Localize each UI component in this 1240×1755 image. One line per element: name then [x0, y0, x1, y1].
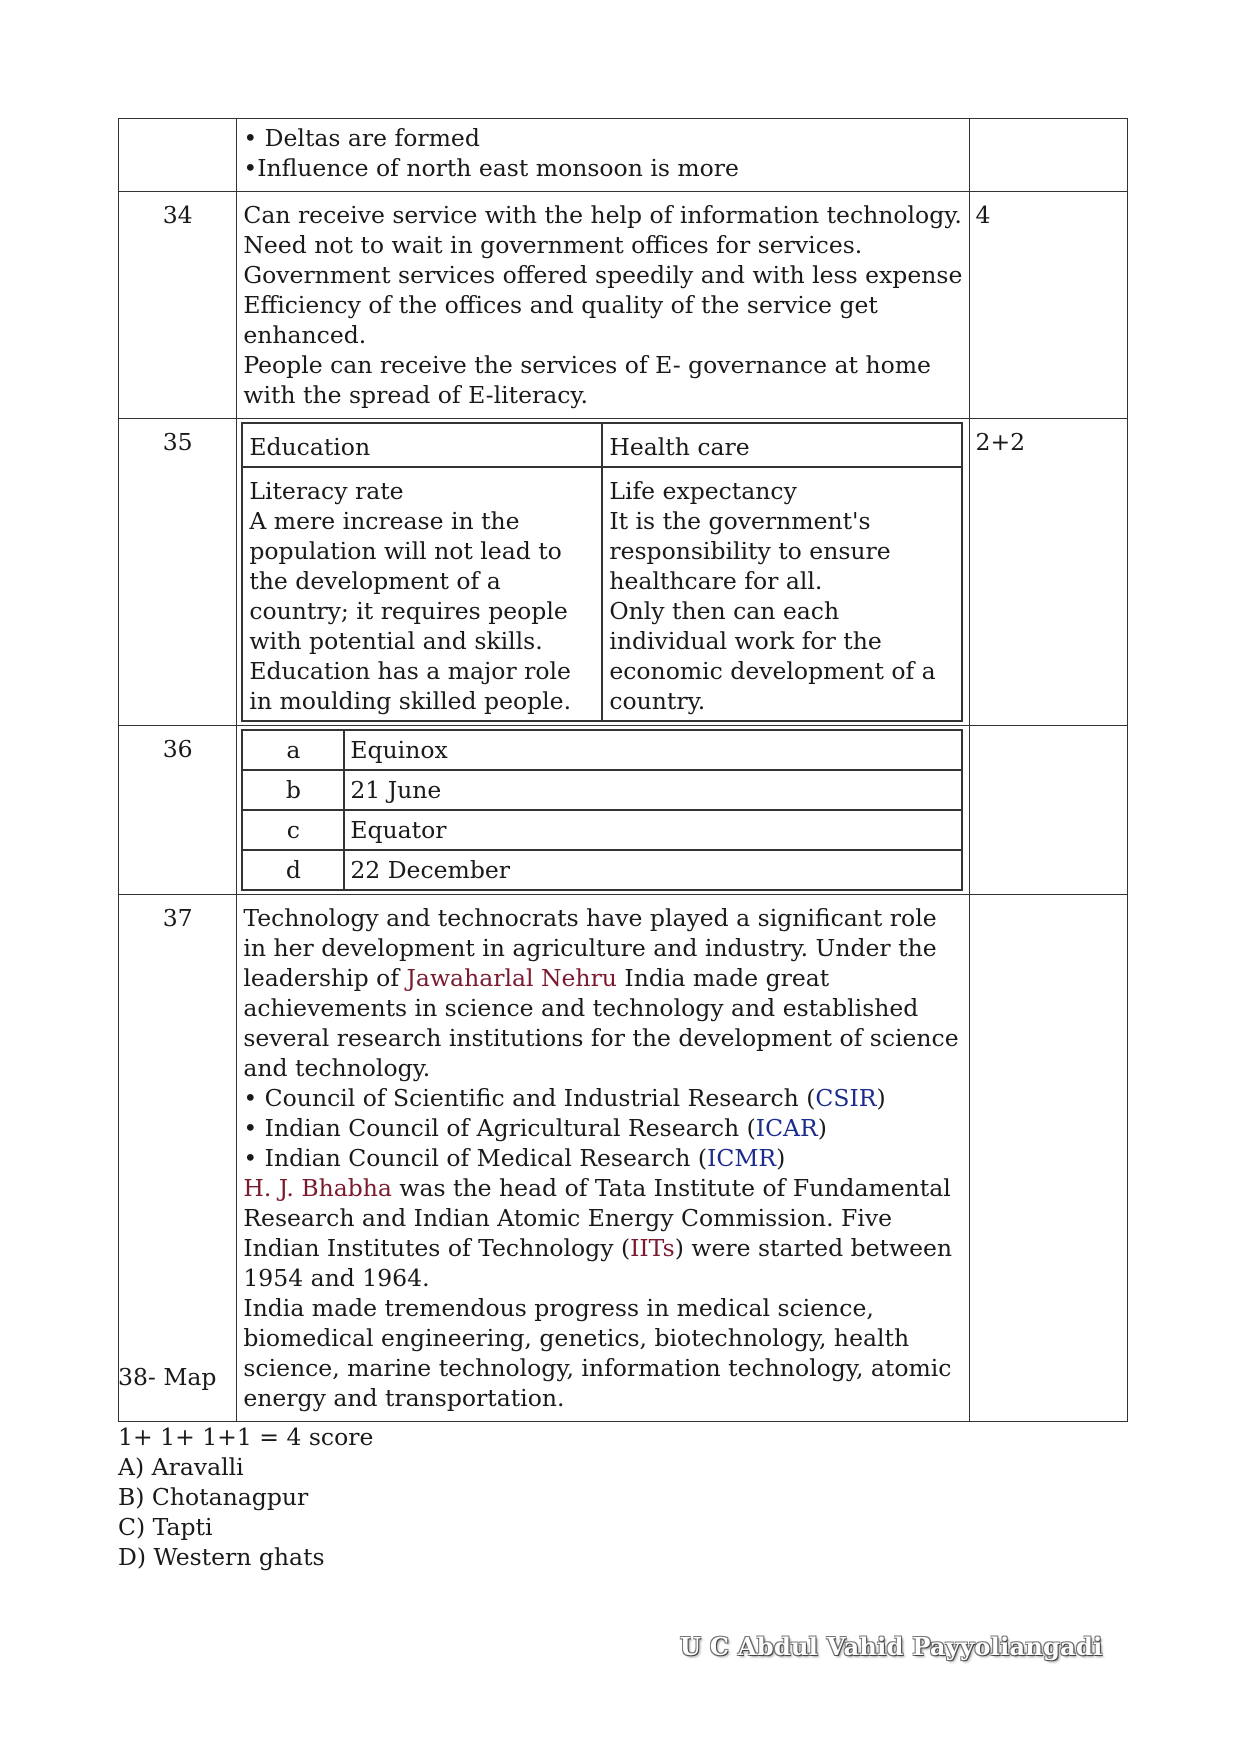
- bullet-item: [243, 1113, 962, 1143]
- answer-line: Need not to wait in government offices for services.: [243, 231, 863, 259]
- match-row: [242, 770, 962, 810]
- paragraph: India made tremendous progress in medical science, biomedical engineering, genetics, biotechnology, health science, marine technology, information technology, atomic energy and transportation.: [243, 1294, 952, 1412]
- score-cell: [969, 895, 1127, 1422]
- score-value: 4: [969, 192, 1127, 419]
- match-letter: b: [242, 770, 344, 810]
- score-cell: [969, 726, 1127, 895]
- health-text: Only then can each individual work for the economic development of a country.: [609, 597, 936, 715]
- answer-line: •Influence of north east monsoon is more: [243, 154, 739, 182]
- map-answer: C) Tapti: [118, 1513, 213, 1541]
- match-row: [242, 850, 962, 890]
- paragraph: [243, 903, 962, 1083]
- column-header-health: Health care: [602, 423, 962, 467]
- match-letter: d: [242, 850, 344, 890]
- match-letter: c: [242, 810, 344, 850]
- map-heading: 38- Map: [118, 1363, 217, 1391]
- answer-line: • Deltas are formed: [243, 124, 480, 152]
- answer-line: People can receive the services of E- governance at home with the spread of E-literacy.: [243, 351, 931, 409]
- score-cell: [969, 119, 1127, 192]
- bullet-item: [243, 1143, 962, 1173]
- question-number: 36: [119, 726, 237, 895]
- score-value: 2+2: [969, 419, 1127, 726]
- abbreviation: ICMR: [707, 1144, 777, 1172]
- answer-cell: [237, 895, 969, 1422]
- text: Technology and technocrats have played a significant role in her development in agriculture and industry. Under the leadership of: [243, 904, 937, 992]
- text: was the head of Tata Institute of Fundamental Research and Indian Atomic Energy Commission. Five Indian Institutes of Technology (: [243, 1174, 951, 1262]
- text: ) were started between 1954 and 1964.: [243, 1234, 953, 1292]
- question-number-cell: [119, 119, 237, 192]
- text: • Indian Council of Medical Research (: [243, 1144, 708, 1172]
- answer-cell: [237, 419, 969, 726]
- match-answer: 21 June: [344, 770, 962, 810]
- health-title: Life expectancy: [609, 477, 797, 505]
- match-answer: 22 December: [344, 850, 962, 890]
- match-answer: Equator: [344, 810, 962, 850]
- match-letter: a: [242, 730, 344, 770]
- table-row: [119, 726, 1128, 895]
- text: India made great achievements in science and technology and established several research institutions for the development of science and technology.: [243, 964, 959, 1082]
- question-number: 34: [119, 192, 237, 419]
- table-row: [119, 419, 1128, 726]
- abbreviation: IITs: [630, 1234, 675, 1262]
- map-answer: B) Chotanagpur: [118, 1483, 309, 1511]
- match-answer: Equinox: [344, 730, 962, 770]
- table-row: [119, 192, 1128, 419]
- text: ): [776, 1144, 786, 1172]
- education-health-table: [241, 422, 963, 722]
- text: ): [876, 1084, 886, 1112]
- abbreviation: CSIR: [815, 1084, 877, 1112]
- answer-table: [118, 118, 1128, 1422]
- answer-cell: [237, 192, 969, 419]
- table-row: [119, 119, 1128, 192]
- education-title: Literacy rate: [249, 477, 404, 505]
- match-table: [241, 729, 963, 891]
- education-cell: [242, 467, 602, 721]
- text: • Council of Scientific and Industrial Research (: [243, 1084, 816, 1112]
- column-header-education: Education: [242, 423, 602, 467]
- map-score: 1+ 1+ 1+1 = 4 score: [118, 1423, 374, 1451]
- author-watermark: U C Abdul Vahid Payyoliangadi: [680, 1632, 1103, 1661]
- text: ): [817, 1114, 827, 1142]
- text: • Indian Council of Agricultural Research (: [243, 1114, 756, 1142]
- answer-line: Government services offered speedily and with less expense: [243, 261, 963, 289]
- question-number: 35: [119, 419, 237, 726]
- map-answer: A) Aravalli: [118, 1453, 244, 1481]
- education-text: A mere increase in the population will not lead to the development of a country; it requires people with potential and skills. Education has a major role in moulding skilled people.: [249, 507, 572, 715]
- health-text: It is the government's responsibility to ensure healthcare for all.: [609, 507, 891, 595]
- question-number: 37: [119, 895, 237, 1422]
- table-row: [119, 895, 1128, 1422]
- answer-cell: [237, 726, 969, 895]
- answer-line: Efficiency of the offices and quality of the service get enhanced.: [243, 291, 878, 349]
- match-row: [242, 730, 962, 770]
- answer-cell: [237, 119, 969, 192]
- health-cell: [602, 467, 962, 721]
- match-row: [242, 810, 962, 850]
- person-name: H. J. Bhabha: [243, 1174, 392, 1202]
- paragraph: [243, 1173, 962, 1293]
- person-name: Jawaharlal Nehru: [406, 964, 617, 992]
- bullet-item: [243, 1083, 962, 1113]
- map-answer: D) Western ghats: [118, 1543, 325, 1571]
- answer-line: Can receive service with the help of information technology.: [243, 201, 962, 229]
- abbreviation: ICAR: [755, 1114, 818, 1142]
